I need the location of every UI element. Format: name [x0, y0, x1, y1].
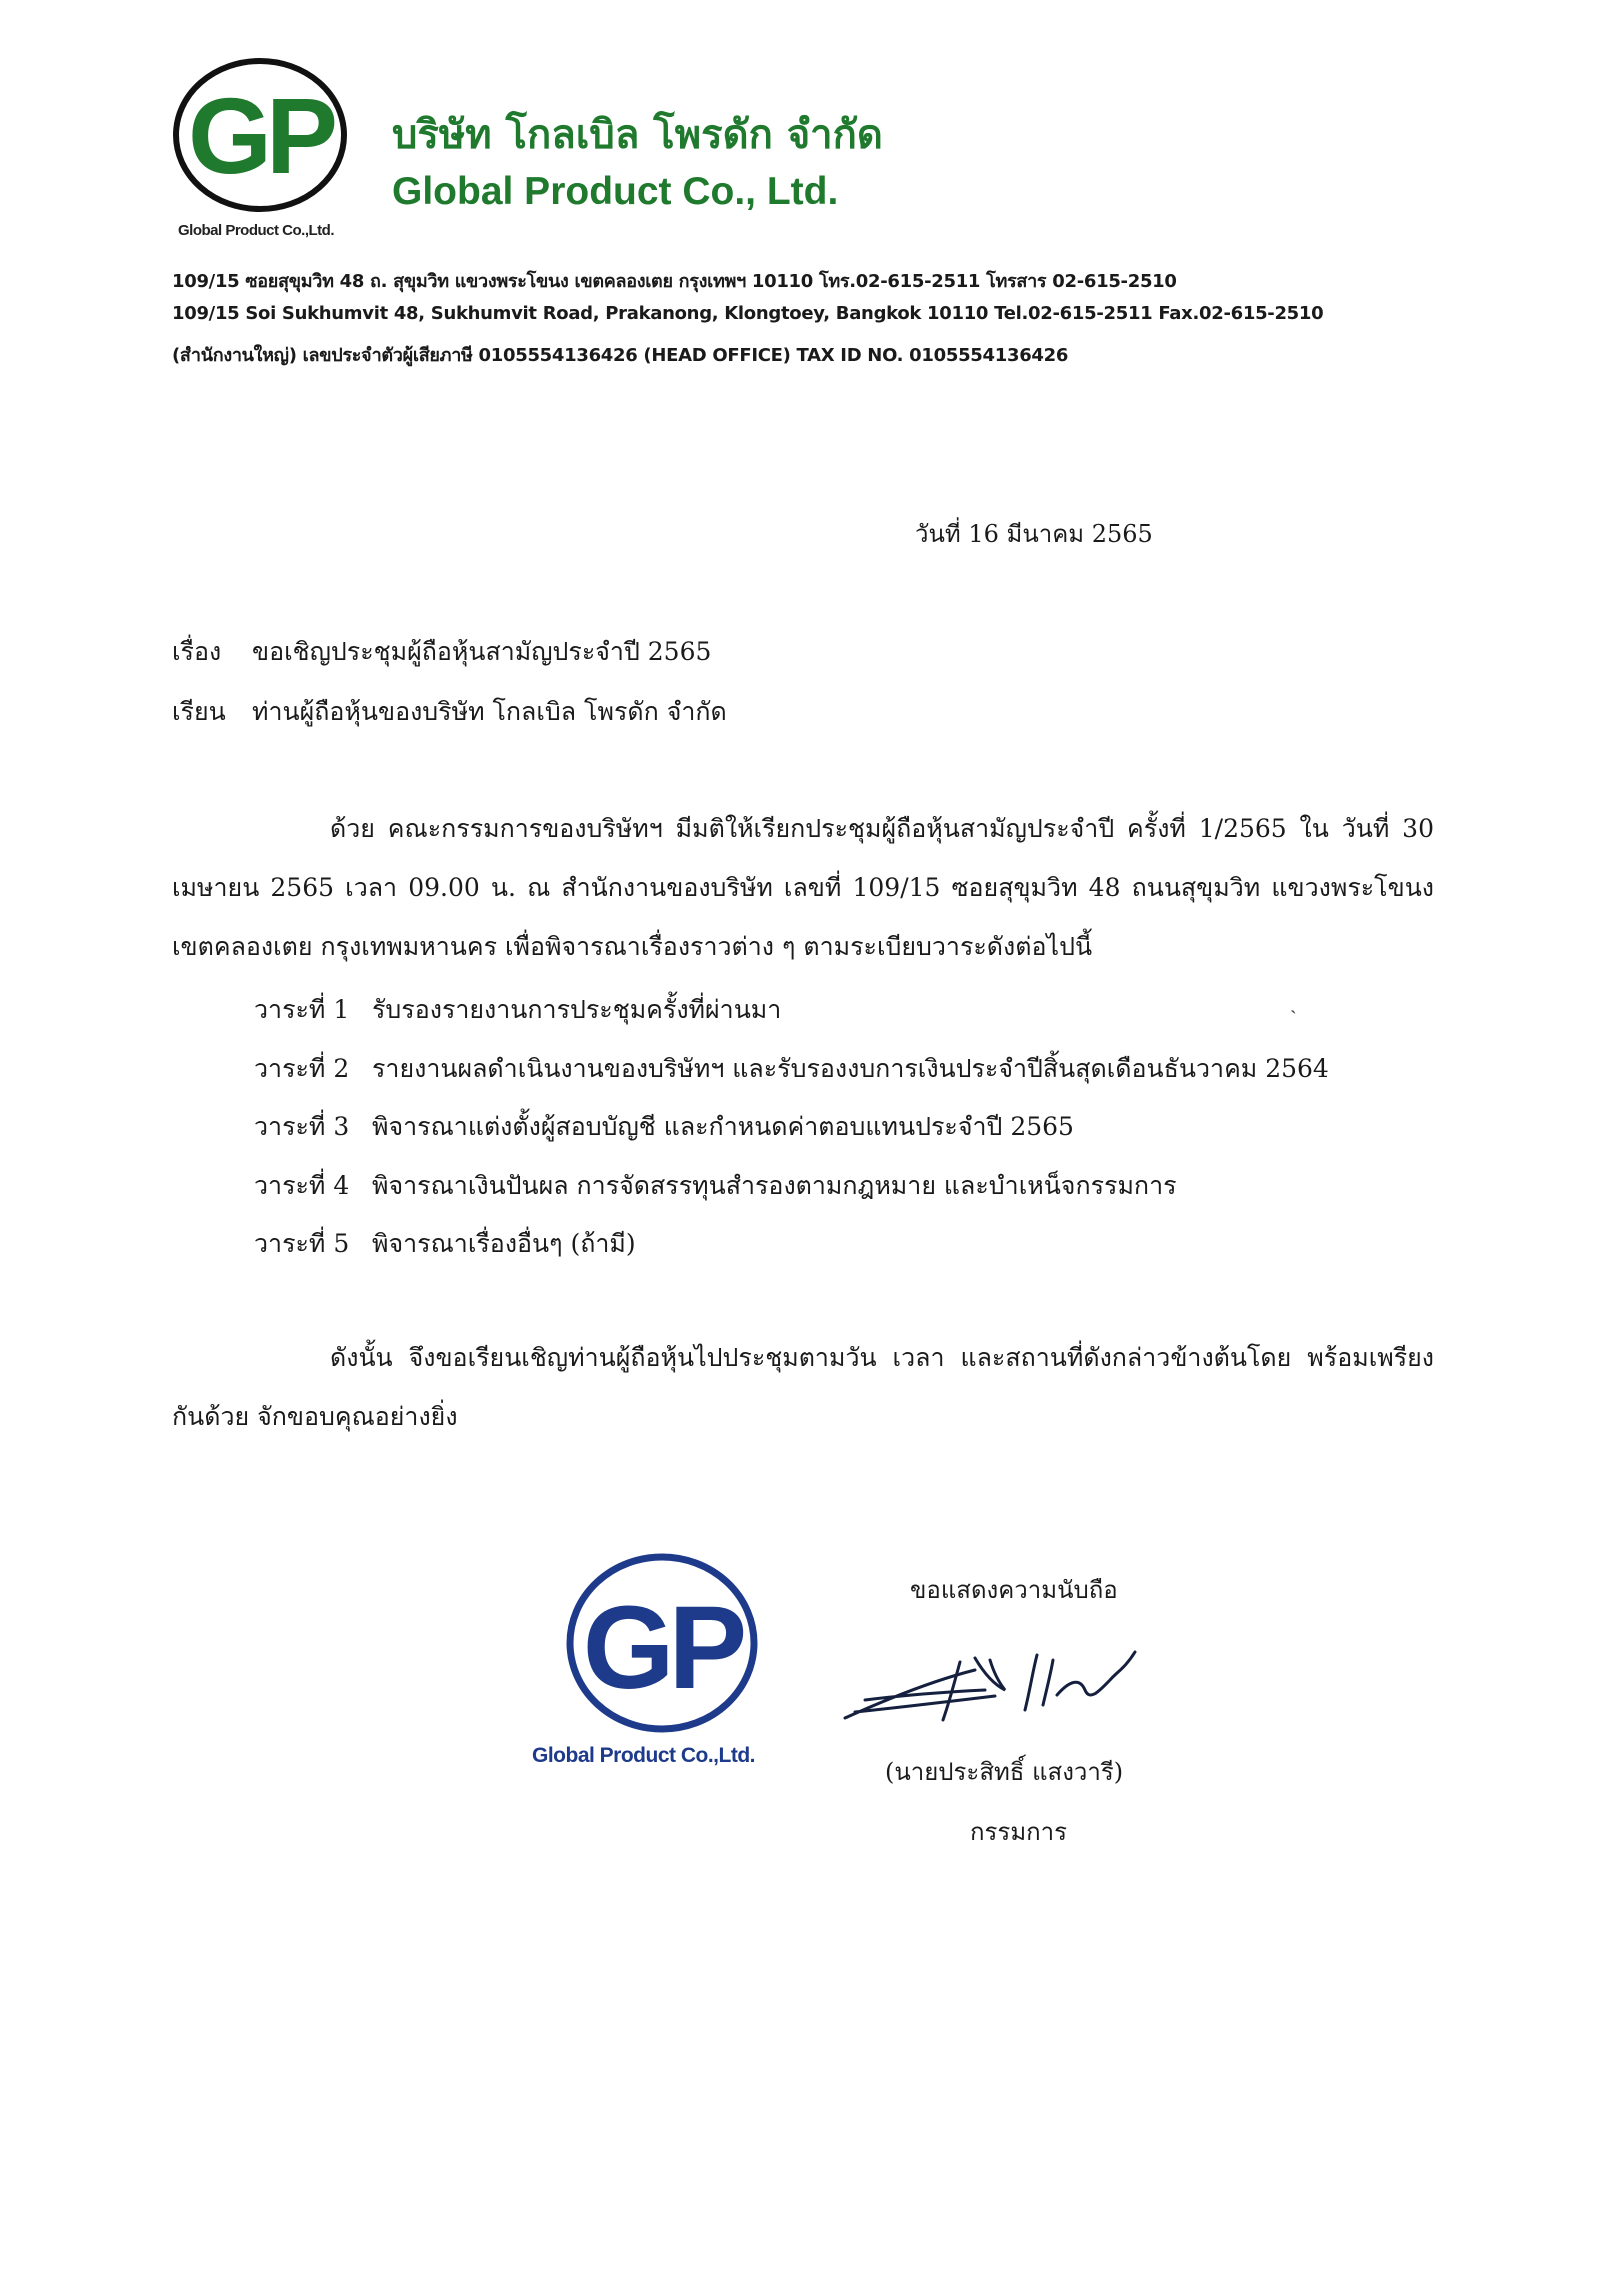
subject-line	[172, 632, 711, 672]
company-name-thai: บริษัท โกลเบิล โพรดัก จำกัด	[392, 112, 883, 158]
tax-id-line: (สำนักงานใหญ่) เลขประจำตัวผู้เสียภาษี 0105554136426 (HEAD OFFICE) TAX ID NO. 0105554136426	[172, 345, 1069, 366]
agenda-text: รายงานผลดำเนินงานของบริษัทฯ และรับรองงบการเงินประจำปีสิ้นสุดเดือนธันวาคม 2564	[372, 1053, 1329, 1083]
agenda-text: พิจารณาเงินปันผล การจัดสรรทุนสำรองตามกฎหมาย และบำเหน็จกรรมการ	[372, 1170, 1177, 1200]
recipient-label: เรียน	[172, 697, 226, 726]
closing-salutation: ขอแสดงความนับถือ	[910, 1576, 1118, 1604]
signer-name: (นายประสิทธิ์ แสงวารี)	[885, 1758, 1124, 1786]
company-logo-caption: Global Product Co.,Ltd.	[178, 222, 334, 239]
agenda-text: พิจารณาแต่งตั้งผู้สอบบัญชี และกำหนดค่าตอบแทนประจำปี 2565	[372, 1112, 1074, 1141]
company-stamp	[562, 1548, 762, 1738]
agenda-list	[254, 981, 1329, 1274]
agenda-text: พิจารณาเรื่องอื่นๆ (ถ้ามี)	[372, 1229, 636, 1258]
agenda-item	[254, 1098, 1329, 1157]
agenda-number: วาระที่ 3	[254, 1112, 350, 1141]
agenda-item	[254, 981, 1329, 1040]
letter-date: วันที่ 16 มีนาคม 2565	[915, 520, 1153, 548]
company-stamp-caption: Global Product Co.,Ltd.	[532, 1744, 755, 1767]
company-logo-text: GP	[187, 75, 333, 196]
company-stamp-text: GP	[582, 1582, 742, 1714]
agenda-number: วาระที่ 2	[254, 1053, 350, 1083]
address-thai: 109/15 ซอยสุขุมวิท 48 ถ. สุขุมวิท แขวงพระโขนง เขตคลองเตย กรุงเทพฯ 10110 โทร.02-615-2511 โทรสาร 02-615-2510	[172, 271, 1177, 292]
agenda-text: รับรองรายงานการประชุมครั้งที่ผ่านมา	[372, 995, 782, 1024]
company-name-english: Global Product Co., Ltd.	[392, 170, 839, 213]
body-paragraph-1: ด้วย คณะกรรมการของบริษัทฯ มีมติให้เรียกประชุมผู้ถือหุ้นสามัญประจำปี ครั้งที่ 1/2565 ใน วันที่ 30 เมษายน 2565 เวลา 09.00 น. ณ สำนักงานของบริษัท เลขที่ 109/15 ซอยสุขุมวิท 48 ถนนสุขุมวิท แขวงพระโขนง เขตคลองเตย กรุงเทพมหานคร เพื่อพิจารณาเรื่องราวต่าง ๆ ตามระเบียบวาระดังต่อไปนี้	[172, 814, 1434, 961]
agenda-item	[254, 1157, 1329, 1216]
signer-position: กรรมการ	[970, 1818, 1068, 1846]
body-paragraph-2: ดังนั้น จึงขอเรียนเชิญท่านผู้ถือหุ้นไปประชุมตามวัน เวลา และสถานที่ดังกล่าวข้างต้นโดย พร้อมเพรียงกันด้วย จักขอบคุณอย่างยิ่ง	[172, 1343, 1434, 1431]
stray-mark: ˏ	[1290, 990, 1297, 1014]
subject-text: ขอเชิญประชุมผู้ถือหุ้นสามัญประจำปี 2565	[252, 637, 712, 666]
recipient-line	[172, 692, 727, 732]
recipient-text: ท่านผู้ถือหุ้นของบริษัท โกลเบิล โพรดัก จำกัด	[252, 697, 727, 726]
agenda-item	[254, 1040, 1329, 1099]
agenda-number: วาระที่ 1	[254, 995, 350, 1024]
address-english: 109/15 Soi Sukhumvit 48, Sukhumvit Road, Prakanong, Klongtoey, Bangkok 10110 Tel.02-615-2511 Fax.02-615-2510	[172, 303, 1324, 324]
subject-label: เรื่อง	[172, 637, 222, 666]
agenda-number: วาระที่ 4	[254, 1170, 350, 1200]
agenda-item	[254, 1215, 1329, 1274]
agenda-number: วาระที่ 5	[254, 1229, 350, 1258]
handwritten-signature	[825, 1640, 1155, 1730]
company-logo	[170, 55, 350, 215]
